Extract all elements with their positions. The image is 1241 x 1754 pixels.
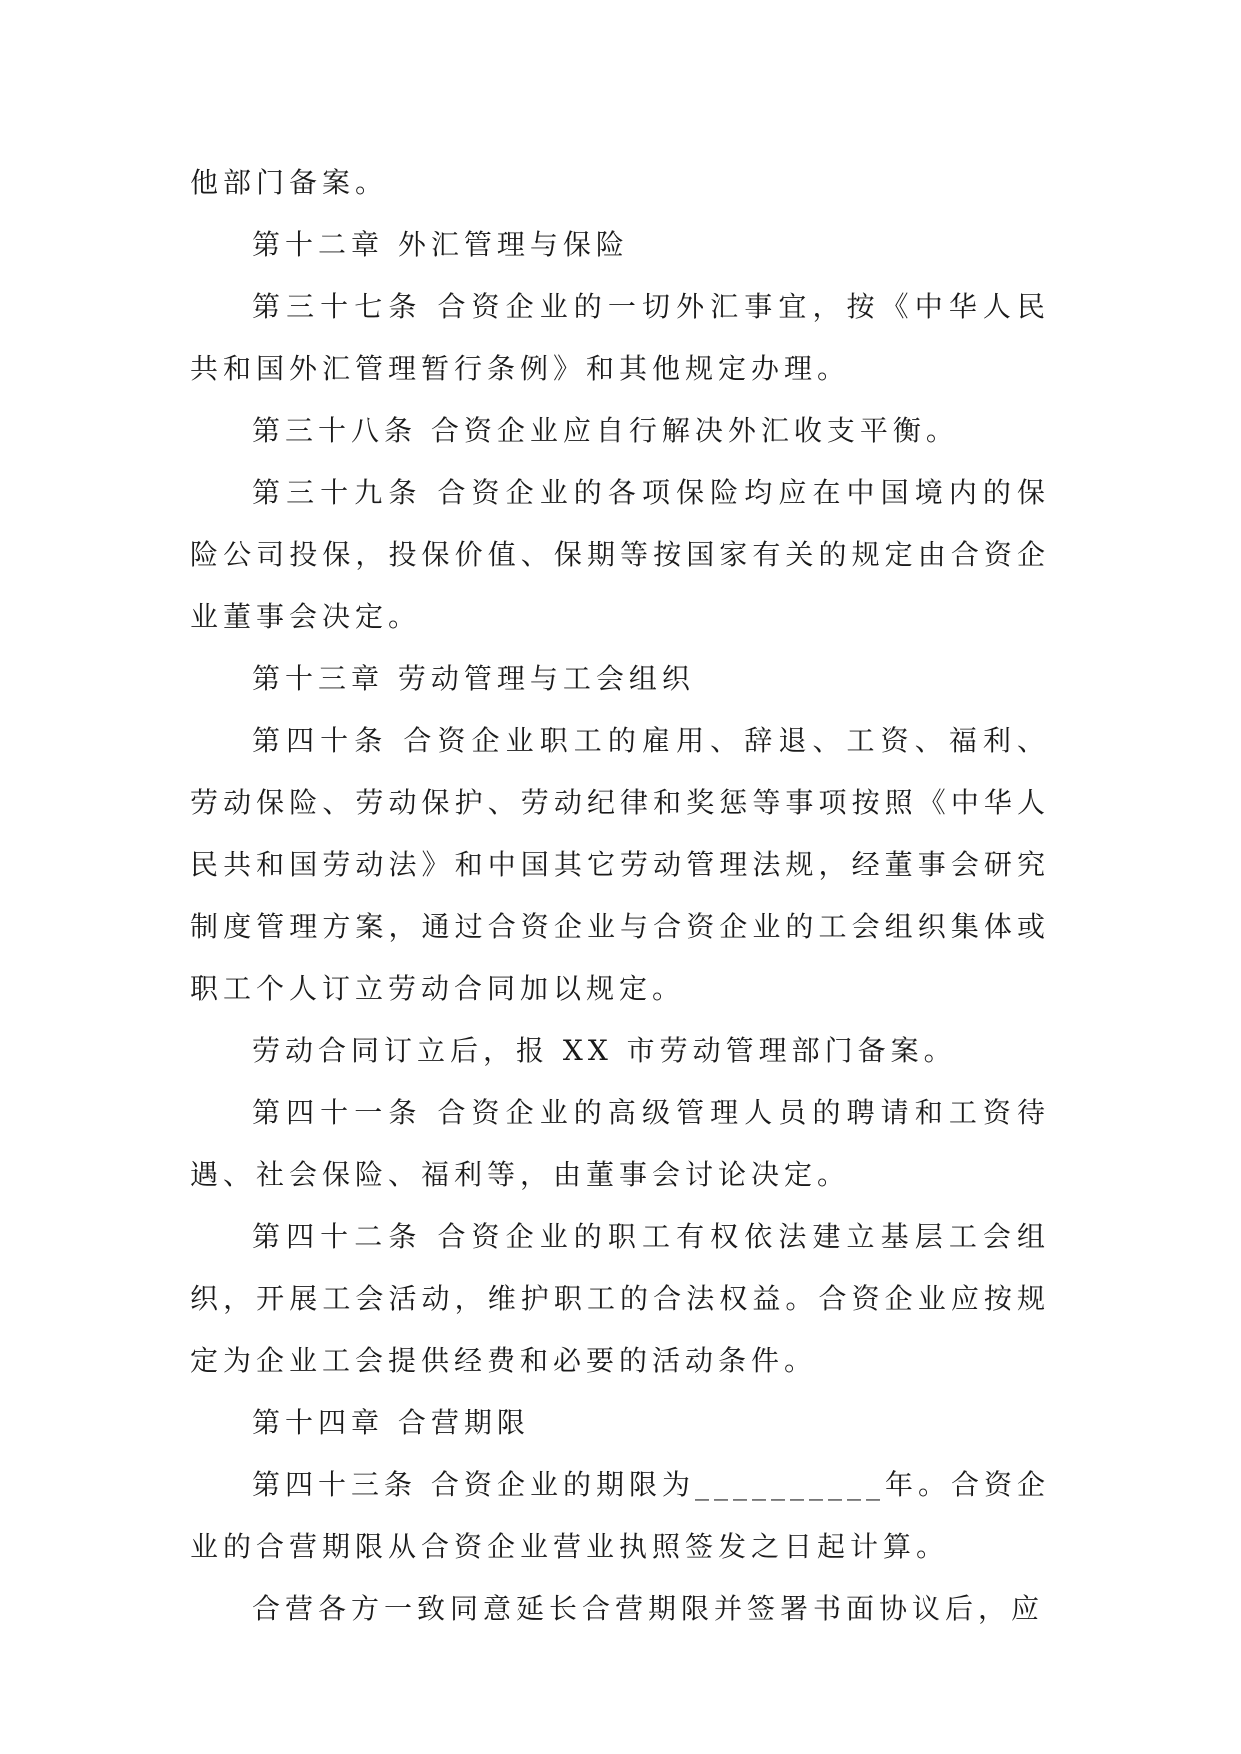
paragraph: 合营各方一致同意延长合营期限并签署书面协议后，应	[252, 1592, 1045, 1625]
article-paragraph: 第四十一条 合资企业的高级管理人员的聘请和工资待遇、社会保险、福利等，由董事会讨论决定。	[190, 1096, 1050, 1191]
article-paragraph: 第四十二条 合资企业的职工有权依法建立基层工会组织，开展工会活动，维护职工的合法权益。合资企业应按规定为企业工会提供经费和必要的活动条件。	[190, 1220, 1050, 1377]
article-paragraph: 第四十三条 合资企业的期限为__________年。合资企业的合营期限从合资企业营业执照签发之日起计算。	[190, 1468, 1050, 1563]
paragraph: 他部门备案。	[190, 166, 389, 199]
document-body	[190, 152, 1050, 1640]
article-paragraph: 第三十八条 合资企业应自行解决外汇收支平衡。	[252, 414, 959, 447]
article-paragraph: 第三十七条 合资企业的一切外汇事宜，按《中华人民共和国外汇管理暂行条例》和其他规定办理。	[190, 290, 1050, 385]
chapter-heading: 第十二章 外汇管理与保险	[252, 228, 629, 261]
paragraph: 劳动合同订立后，报 XX 市劳动管理部门备案。	[252, 1034, 957, 1067]
article-paragraph: 第三十九条 合资企业的各项保险均应在中国境内的保险公司投保，投保价值、保期等按国家有关的规定由合资企业董事会决定。	[190, 476, 1050, 633]
chapter-heading: 第十四章 合营期限	[252, 1406, 530, 1439]
article-paragraph: 第四十条 合资企业职工的雇用、辞退、工资、福利、劳动保险、劳动保护、劳动纪律和奖惩等事项按照《中华人民共和国劳动法》和中国其它劳动管理法规，经董事会研究制度管理方案，通过合资企业与合资企业的工会组织集体或职工个人订立劳动合同加以规定。	[190, 724, 1050, 1005]
chapter-heading: 第十三章 劳动管理与工会组织	[252, 662, 695, 695]
